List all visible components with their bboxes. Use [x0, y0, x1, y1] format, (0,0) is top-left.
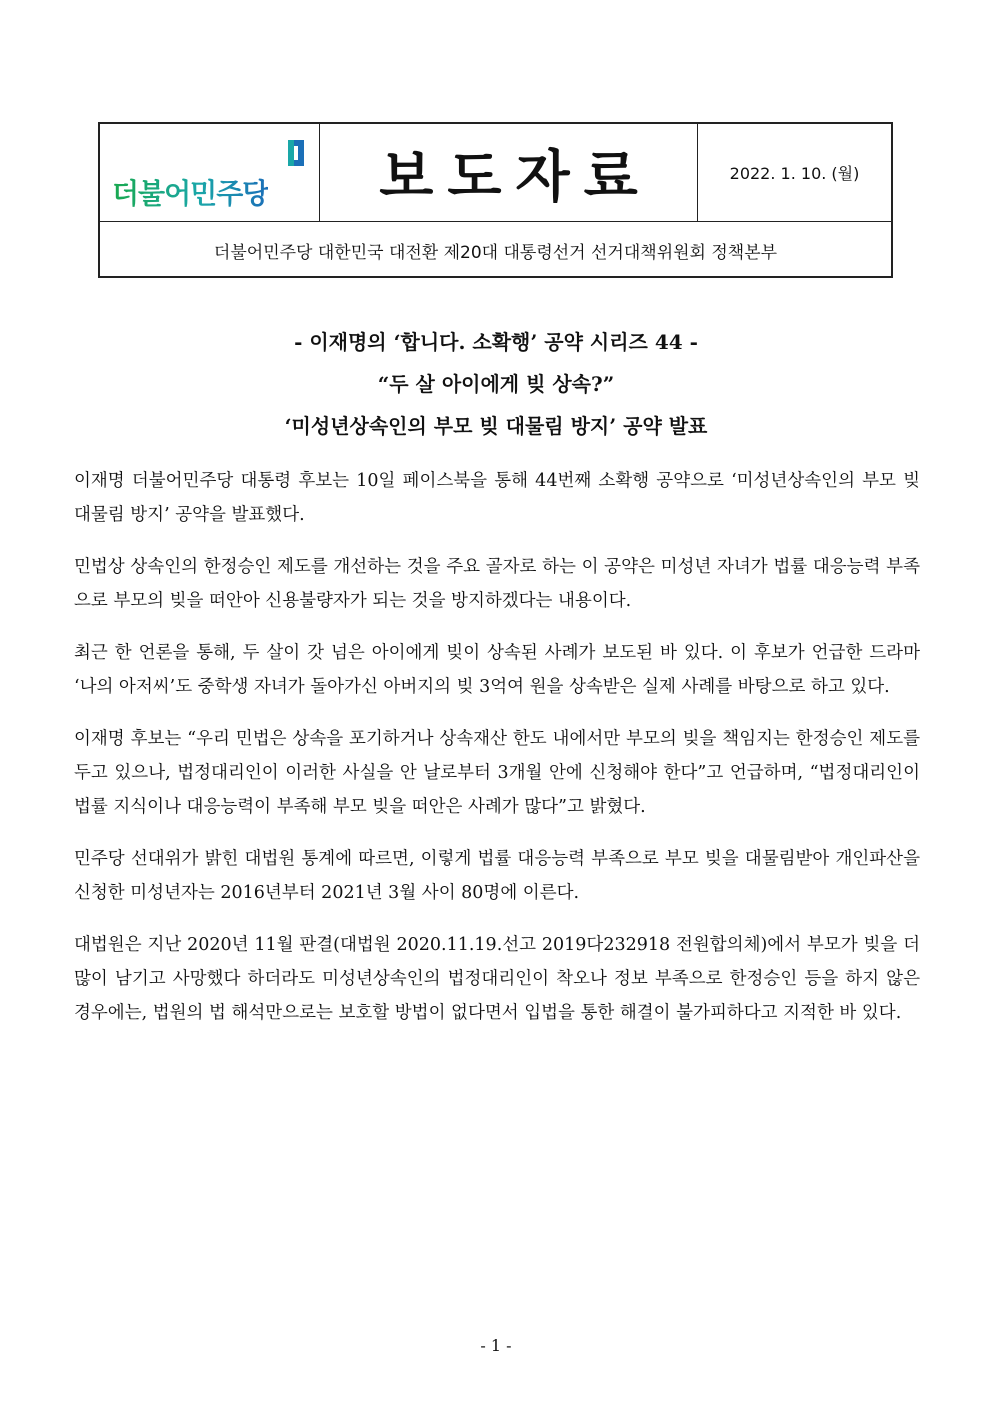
release-date: 2022. 1. 10. (월): [729, 164, 860, 183]
party-logo-icon: [286, 140, 310, 170]
headline-main: “두 살 아이에게 빚 상속?”: [377, 372, 615, 396]
logo-cell: [100, 124, 320, 221]
body-paragraph: 이재명 후보는 “우리 민법은 상속을 포기하거나 상속재산 한도 내에서만 부모의 빚을 책임지는 한정승인 제도를 두고 있으나, 법정대리인이 이러한 사실을 안 날로부터 3개월 안에 신청해야 한다”고 언급하며, “법정대리인이 법률 지식이나 대응능력이 부족해 부모 빚을 떠안은 사례가 많다”고 밝혔다.: [74, 729, 920, 817]
issuing-organization: 더불어민주당 대한민국 대전환 제20대 대통령선거 선거대책위원회 정책본부: [213, 242, 778, 263]
article-body: [74, 464, 920, 1048]
headline-series: - 이재명의 ‘합니다. 소확행’ 공약 시리즈 44 -: [294, 330, 698, 354]
press-release-header: [98, 122, 893, 278]
press-release-title: 보도자료: [379, 144, 652, 210]
date-cell: [698, 124, 891, 221]
body-paragraph: 민주당 선대위가 밝힌 대법원 통계에 따르면, 이렇게 법률 대응능력 부족으로 부모 빚을 대물림받아 개인파산을 신청한 미성년자는 2016년부터 2021년 3월 사이 80명에 이른다.: [74, 849, 920, 903]
body-paragraph: 최근 한 언론을 통해, 두 살이 갓 넘은 아이에게 빚이 상속된 사례가 보도된 바 있다. 이 후보가 언급한 드라마 ‘나의 아저씨’도 중학생 자녀가 돌아가신 아버지의 빚 3억여 원을 상속받은 실제 사례를 바탕으로 하고 있다.: [74, 643, 920, 697]
header-bottom-row: [100, 222, 891, 278]
body-paragraph: 민법상 상속인의 한정승인 제도를 개선하는 것을 주요 골자로 하는 이 공약은 미성년 자녀가 법률 대응능력 부족으로 부모의 빚을 떠안아 신용불량자가 되는 것을 방지하겠다는 내용이다.: [74, 557, 920, 611]
headline-subtitle: ‘미성년상속인의 부모 빚 대물림 방지’ 공약 발표: [284, 414, 708, 438]
title-cell: [320, 124, 698, 221]
header-top-row: [100, 124, 891, 222]
body-paragraph: 이재명 더불어민주당 대통령 후보는 10일 페이스북을 통해 44번째 소확행 공약으로 ‘미성년상속인의 부모 빚 대물림 방지’ 공약을 발표했다.: [74, 471, 920, 525]
party-logo-text: 더불어민주당: [112, 172, 268, 212]
page-number: - 1 -: [480, 1336, 512, 1355]
body-paragraph: 대법원은 지난 2020년 11월 판결(대법원 2020.11.19.선고 2019다232918 전원합의체)에서 부모가 빚을 더 많이 남기고 사망했다 하더라도 미성년상속인의 법정대리인이 착오나 정보 부족으로 한정승인 등을 하지 않은 경우에는, 법원의 법 해석만으로는 보호할 방법이 없다면서 입법을 통한 해결이 불가피하다고 지적한 바 있다.: [74, 935, 920, 1023]
